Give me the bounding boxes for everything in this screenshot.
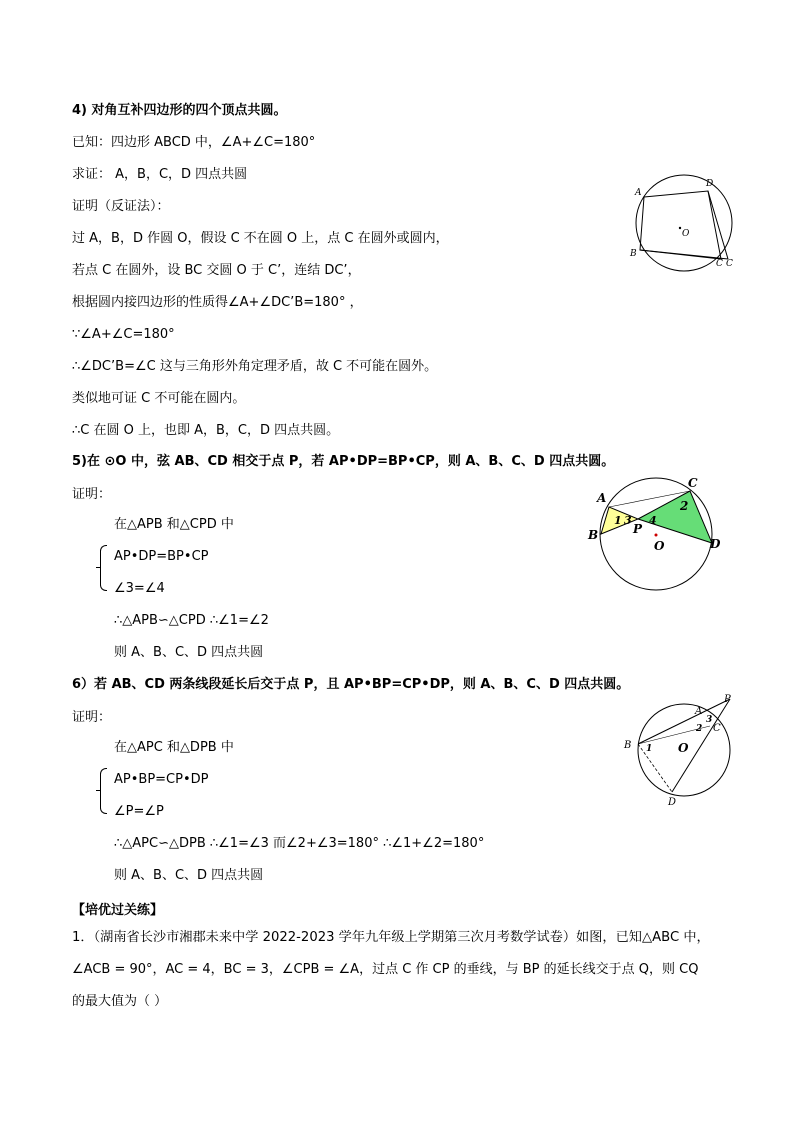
sec6-angle-2: 2 xyxy=(696,724,703,734)
practice-heading: 【培优过关练】 xyxy=(72,903,164,918)
sec4-title: 4) 对角互补四边形的四个顶点共圆。 xyxy=(72,103,287,118)
sec4-line: 根据圆内接四边形的性质得∠A+∠DC’B=180° ， xyxy=(72,295,363,310)
sec4-line: ∴C 在圆 O 上，也即 A，B，C，D 四点共圆。 xyxy=(72,423,340,438)
sec5-label-P: P xyxy=(633,522,643,536)
sec5-label-O: O xyxy=(654,539,665,553)
sec6-label-P: P xyxy=(724,694,731,705)
sec6-label-A: A xyxy=(695,706,703,717)
sec4-label-B: B xyxy=(630,249,637,259)
sec4-label-D: D xyxy=(706,179,714,189)
sec4-line: 过 A，B，D 作圆 O，假设 C 不在圆 O 上，点 C 在圆外或圆内， xyxy=(72,231,449,246)
sec6-brace xyxy=(100,768,107,814)
sec4-label-C: C xyxy=(716,259,723,269)
sec6-label-O: O xyxy=(678,741,689,755)
sec4-label-C-prime: C xyxy=(726,259,733,269)
sec4-known: 已知：四边形 ABCD 中，∠A+∠C=180° xyxy=(72,135,316,150)
sec4-proof-head: 证明（反证法）： xyxy=(72,199,170,214)
question-1-line-3: 的最大值为（ ） xyxy=(72,994,168,1009)
sec4-prove: 求证： A，B，C，D 四点共圆 xyxy=(72,167,248,182)
sec4-line: 若点 C 在圆外，设 BC 交圆 O 于 C’，连结 DC’， xyxy=(72,263,361,278)
sec5-line: 则 A、B、C、D 四点共圆 xyxy=(114,645,264,660)
sec4-line: ∴∠DC’B=∠C 这与三角形外角定理矛盾，故 C 不可能在圆外。 xyxy=(72,359,438,374)
question-1-line-2: ∠ACB = 90°，AC = 4，BC = 3，∠CPB = ∠A，过点 C 作 CP 的垂线，与 BP 的延长线交于点 Q，则 CQ xyxy=(72,962,699,977)
sec5-angle-2: 2 xyxy=(680,499,689,513)
sec6-line: 在△APC 和△DPB 中 xyxy=(114,740,234,755)
sec6-line: ∠P=∠P xyxy=(114,804,164,819)
sec4-figure xyxy=(622,170,746,280)
sec4-line: ∵∠A+∠C=180° xyxy=(72,327,175,342)
sec4-line: 类似地可证 C 不可能在圆内。 xyxy=(72,391,246,406)
sec5-line: ∴△APB∽△CPD ∴∠1=∠2 xyxy=(114,613,269,628)
sec5-line: AP•DP=BP•CP xyxy=(114,549,209,564)
sec5-title: 5)在 ⊙O 中，弦 AB、CD 相交于点 P，若 AP•DP=BP•CP，则 A、B、C、D 四点共圆。 xyxy=(72,454,615,469)
sec5-label-B: B xyxy=(588,528,599,542)
sec5-proof-head: 证明： xyxy=(72,487,112,502)
sec6-label-B: B xyxy=(624,740,632,751)
sec5-figure xyxy=(582,474,732,592)
sec5-line: 在△APB 和△CPD 中 xyxy=(114,517,234,532)
sec4-label-A: A xyxy=(635,188,642,198)
sec6-angle-3: 3 xyxy=(706,715,713,725)
sec5-line: ∠3=∠4 xyxy=(114,581,165,596)
sec6-proof-head: 证明： xyxy=(72,710,112,725)
sec6-line: 则 A、B、C、D 四点共圆 xyxy=(114,868,264,883)
sec5-label-A: A xyxy=(597,491,607,505)
sec4-label-O: O xyxy=(682,229,690,239)
sec6-figure xyxy=(620,692,744,810)
sec5-brace xyxy=(100,545,107,591)
sec5-angle-3: 3 xyxy=(624,514,632,527)
sec6-line: AP•BP=CP•DP xyxy=(114,772,209,787)
sec6-line: ∴△APC∽△DPB ∴∠1=∠3 而∠2+∠3=180° ∴∠1+∠2=180° xyxy=(114,836,485,851)
sec5-label-C: C xyxy=(688,476,698,490)
sec6-brace-tip xyxy=(96,790,101,791)
sec5-label-D: D xyxy=(710,537,721,551)
sec6-angle-1: 1 xyxy=(646,744,653,754)
sec5-angle-4: 4 xyxy=(649,514,657,527)
question-1-line-1: 1．（湖南省长沙市湘郡未来中学 2022-2023 学年九年级上学期第三次月考数学试卷）如图，已知△ABC 中， xyxy=(72,930,710,945)
sec5-brace-tip xyxy=(96,567,101,568)
sec6-title: 6）若 AB、CD 两条线段延长后交于点 P，且 AP•BP=CP•DP，则 A、B、C、D 四点共圆。 xyxy=(72,677,630,692)
sec6-label-D: D xyxy=(668,797,677,808)
sec6-label-C: C xyxy=(713,723,721,734)
sec5-angle-1: 1 xyxy=(614,514,622,527)
